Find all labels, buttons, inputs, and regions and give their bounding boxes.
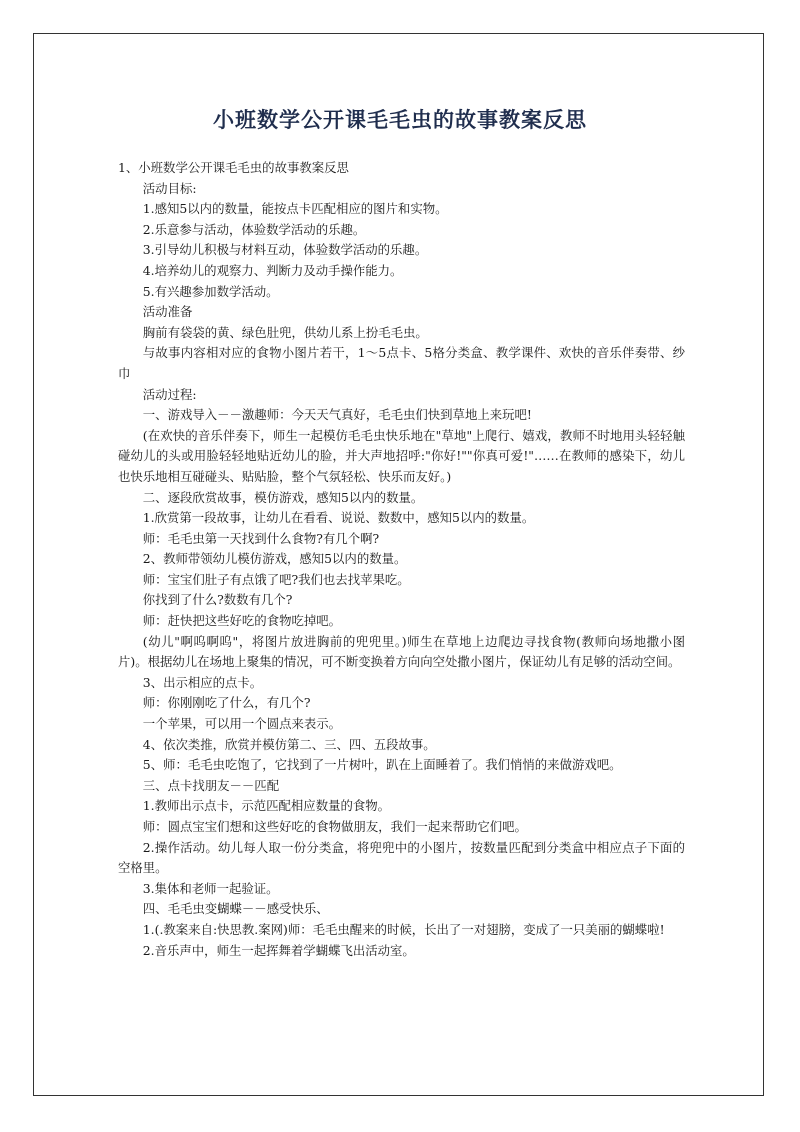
paragraph: 3.集体和老师一起验证。 [142, 880, 279, 896]
paragraph: 四、毛毛虫变蝴蝶－－感受快乐、 [142, 901, 329, 917]
paragraph: 师：毛毛虫第一天找到什么食物?有几个啊? [142, 530, 380, 546]
paragraph: 一、游戏导入－－激趣师：今天天气真好，毛毛虫们快到草地上来玩吧! [142, 407, 532, 423]
paragraph: 活动准备 [142, 304, 193, 320]
paragraph: 3.引导幼儿积极与材料互动，体验数学活动的乐趣。 [142, 242, 428, 258]
paragraph: 活动过程: [142, 386, 197, 402]
paragraph: 师：圆点宝宝们想和这些好吃的食物做朋友，我们一起来帮助它们吧。 [142, 819, 527, 834]
paragraph: 3、出示相应的点卡。 [142, 674, 263, 690]
paragraph: (在欢快的音乐伴奏下，师生一起模仿毛毛虫快乐地在"草地"上爬行、嬉戏，教师不时地用头轻轻触碰幼儿的头或用脸轻轻地贴近幼儿的脸，并大声地招呼:"你好!""你真可爱!"……在教师的感染下，幼儿也快乐地相互碰碰头、贴贴脸，整个气氛轻松、快乐而友好。) [118, 427, 685, 484]
paragraph: 4、依次类推，欣赏并模仿第二、三、四、五段故事。 [142, 736, 436, 752]
paragraph: 5.有兴趣参加数学活动。 [142, 283, 279, 299]
paragraph: 1.欣赏第一段故事，让幼儿在看看、说说、数数中，感知5以内的数量。 [142, 510, 535, 526]
section-heading: 1、小班数学公开课毛毛虫的故事教案反思 [118, 160, 349, 175]
paragraph: (幼儿"啊呜啊呜"，将图片放进胸前的兜兜里。)师生在草地上边爬边寻找食物(教师向场地撒小图片)。根据幼儿在场地上聚集的情况，可不断变换着方向向空处撒小图片，保证幼儿有足够的活动空间。 [118, 633, 685, 670]
paragraph: 2.乐意参与活动，体验数学活动的乐趣。 [142, 221, 366, 237]
paragraph: 5、师：毛毛虫吃饱了，它找到了一片树叶，趴在上面睡着了。我们悄悄的来做游戏吧。 [142, 757, 622, 773]
paragraph: 2.音乐声中，师生一起挥舞着学蝴蝶飞出活动室。 [142, 942, 415, 958]
paragraph: 1.教师出示点卡，示范匹配相应数量的食物。 [142, 798, 391, 814]
paragraph: 胸前有袋袋的黄、绿色肚兜，供幼儿系上扮毛毛虫。 [142, 324, 428, 340]
paragraph: 2、教师带领幼儿模仿游戏，感知5以内的数量。 [142, 551, 407, 567]
document-body [118, 158, 685, 961]
paragraph: 1.感知5以内的数量，能按点卡匹配相应的图片和实物。 [142, 201, 448, 217]
paragraph: 1.(.教案来自:快思教.案网)师：毛毛虫醒来的时候，长出了一对翅膀，变成了一只美丽的蝴蝶啦! [142, 921, 665, 937]
paragraph: 4.培养幼儿的观察力、判断力及动手操作能力。 [142, 262, 403, 278]
paragraph: 二、逐段欣赏故事，模仿游戏，感知5以内的数量。 [142, 489, 424, 505]
document-title: 小班数学公开课毛毛虫的故事教案反思 [213, 107, 587, 132]
paragraph: 师：你刚刚吃了什么，有几个? [142, 695, 311, 711]
paragraph: 三、点卡找朋友－－匹配 [142, 777, 280, 793]
paragraph: 2.操作活动。幼儿每人取一份分类盒，将兜兜中的小图片，按数量匹配到分类盒中相应点子下面的空格里。 [118, 839, 685, 876]
paragraph: 与故事内容相对应的食物小图片若干，1～5点卡、5格分类盒、教学课件、欢快的音乐伴奏带、纱巾 [118, 345, 685, 381]
paragraph: 师：宝宝们肚子有点饿了吧?我们也去找苹果吃。 [142, 571, 410, 587]
paragraph: 一个苹果，可以用一个圆点来表示。 [142, 716, 342, 732]
paragraph: 师：赶快把这些好吃的食物吃掉吧。 [142, 613, 342, 629]
paragraph: 活动目标: [142, 180, 197, 196]
paragraph: 你找到了什么?数数有几个? [142, 592, 293, 608]
